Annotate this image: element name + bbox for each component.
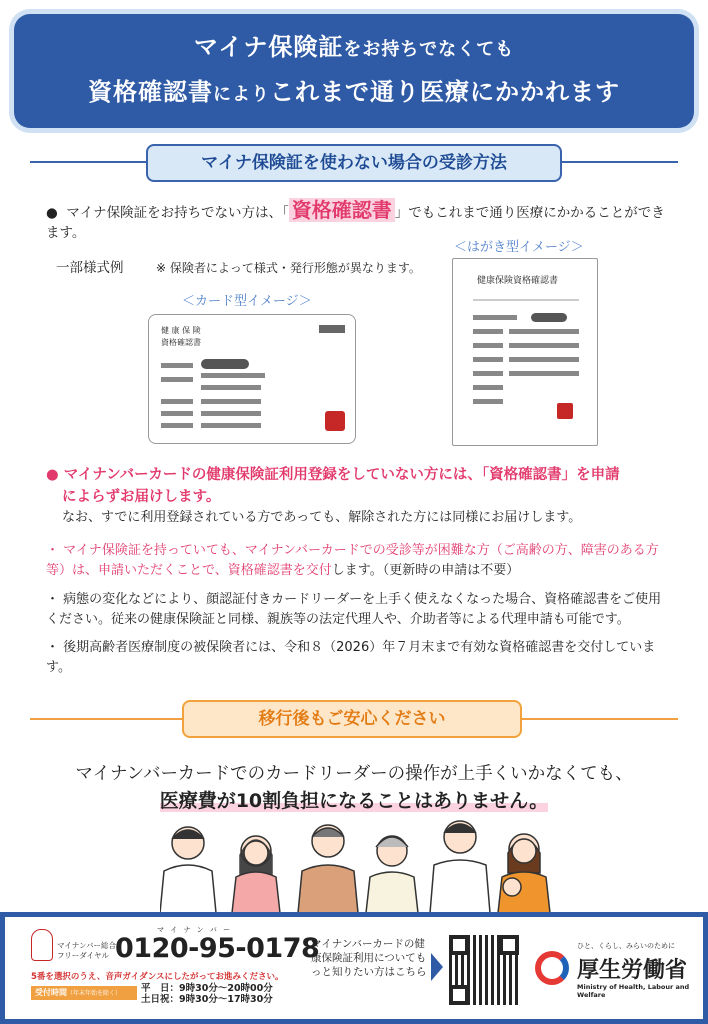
section2-title: 移行後もご安心ください [182, 700, 522, 738]
arrow-right-icon [431, 953, 443, 981]
qr-description: マイナンバーカードの健康保険証利用についてもっと知りたい方はこちら [311, 938, 427, 978]
reassurance-line1: マイナンバーカードでのカードリーダーの操作が上手くいかなくても、 [75, 764, 633, 784]
footer-contact-box: マイナンバー総合 フリーダイヤル マ イ ナ ン バ ー 0120-95-0178 5番を選択のうえ、音声ガイダンスにしたがってお進みください。 受付時間（年末年始を除く） 平 日：9時30分～20時00分 土日祝：9時30分～17時30分 マイナンバーカードの健康保険証利用についてもっと知りたい方はこちら ひと、くらし、みらいのために 厚生労働省 Ministry of Health, Labour and Welfare [0, 912, 708, 1024]
ministry-name: 厚生労働省 [577, 958, 688, 983]
phone-number[interactable]: 0120-95-0178 [115, 933, 320, 964]
rabbit-mascot-icon [31, 929, 53, 961]
page-header [14, 14, 694, 128]
card-illustration: 健 康 保 険 資格確認書 [148, 314, 356, 444]
section1-title: マイナ保険証を使わない場合の受診方法 [146, 144, 562, 182]
reassurance-line2-wrap: 医療費が10割負担になることはありません。 [159, 790, 549, 812]
qualification-highlight: 資格確認書 [289, 198, 395, 222]
bullet-difficulty: ・ マイナ保険証を持っていても、マイナンバーカードでの受診等が困難な方（ご高齢の方、障害のある方等）は、申請いただくことで、資格確認書を交付します。（更新時の申請は不要） [46, 543, 659, 578]
bullet-elderly: ・ 後期高齢者医療制度の被保険者には、令和８（2026）年７月末まで有効な資格確認書を交付しています。 [46, 640, 656, 675]
mhlw-logo-icon [535, 951, 569, 985]
postcard-image-label: ＜はがき型イメージ＞ [454, 240, 584, 255]
phone-ruby: マ イ ナ ン バ ー [157, 926, 233, 934]
bullet-delivery: ● マイナンバーカードの健康保険証利用登録をしていない方には、「資格確認書」を申請 によらずお届けします。 [46, 467, 620, 505]
card-image-label: ＜カード型イメージ＞ [182, 294, 312, 309]
bullet-qualification: ● マイナ保険証をお持ちでない方は、「 資格確認書 」でもこれまで通り医療にかかることができます。 [46, 198, 665, 241]
bullet-delivery-sub: なお、すでに利用登録されている方であっても、解除された方には同様にお届けします。 [62, 510, 582, 525]
hours-detail: 平 日：9時30分～20時00分 土日祝：9時30分～17時30分 [141, 983, 273, 1005]
sample-label: 一部様式例 [56, 260, 124, 276]
bullet-card-reader: ・ 病態の変化などにより、顔認証付きカードリーダーを上手く使えなくなった場合、資格確認書をご使用ください。従来の健康保険証と同様、親族等の法定代理人や、介助者等による代理申請も可能です。 [46, 592, 662, 627]
guidance-text: 5番を選択のうえ、音声ガイダンスにしたがってお進みください。 [31, 972, 284, 982]
people-illustration [160, 815, 560, 913]
header-line2: 資格確認書によりこれまで通り医療にかかれます [88, 78, 620, 106]
sample-note: ※ 保険者によって様式・発行形態が異なります。 [156, 261, 421, 275]
postcard-illustration: 健康保険資格確認書 [452, 258, 598, 446]
header-line1: マイナ保険証をお持ちでなくても [193, 33, 515, 61]
qr-code[interactable] [449, 935, 519, 1005]
dial-label: マイナンバー総合 フリーダイヤル [57, 941, 116, 960]
hours-label: 受付時間（年末年始を除く） [31, 986, 137, 1000]
